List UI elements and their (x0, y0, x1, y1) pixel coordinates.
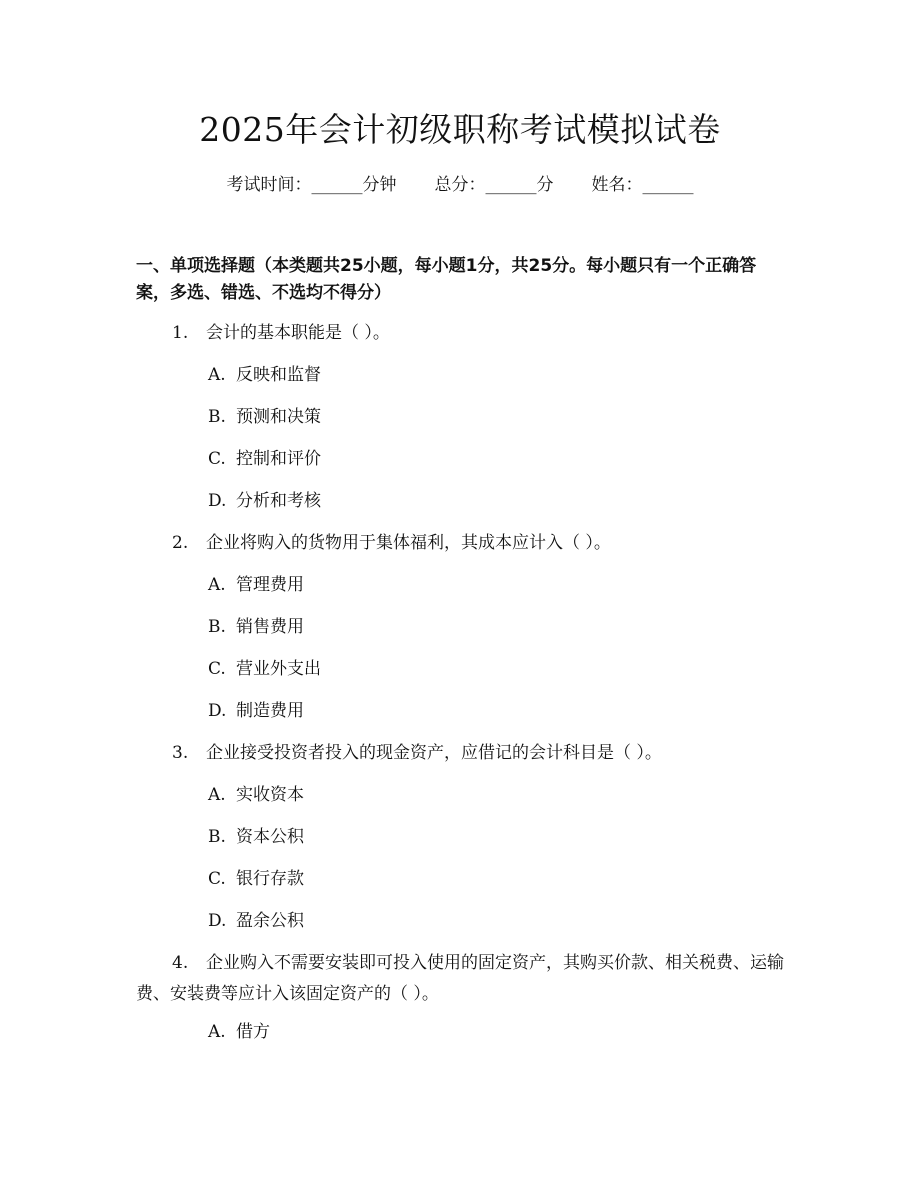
question-3-option-a (208, 782, 304, 809)
option-text: 管理费用 (236, 575, 304, 595)
question-text: 企业将购入的货物用于集体福利，其成本应计入（ ）。 (206, 533, 611, 553)
option-text: 银行存款 (236, 869, 304, 889)
option-text: 借方 (236, 1022, 270, 1042)
question-4-option-a (208, 1019, 270, 1046)
question-1-option-d (208, 488, 321, 515)
option-letter: D. (208, 911, 227, 931)
total-score-field: 总分：______分 (434, 175, 554, 195)
option-text: 营业外支出 (236, 659, 321, 679)
question-2 (172, 530, 611, 557)
question-2-option-b (208, 614, 304, 641)
option-letter: A. (208, 785, 226, 805)
option-letter: B. (208, 617, 226, 637)
option-letter: A. (208, 1022, 226, 1042)
question-3-option-d (208, 908, 304, 935)
option-text: 反映和监督 (236, 365, 321, 385)
option-letter: C. (208, 659, 226, 679)
option-letter: C. (208, 449, 226, 469)
option-text: 资本公积 (236, 827, 304, 847)
question-text: 会计的基本职能是（ ）。 (206, 323, 390, 343)
question-2-option-d (208, 698, 304, 725)
option-letter: D. (208, 701, 227, 721)
name-field: 姓名：______ (591, 175, 694, 195)
option-letter: C. (208, 869, 226, 889)
option-text: 盈余公积 (236, 911, 304, 931)
question-3 (172, 740, 662, 767)
exam-time-field: 考试时间：______分钟 (226, 175, 397, 195)
option-text: 实收资本 (236, 785, 304, 805)
question-number: 3. (172, 743, 189, 763)
question-1-option-a (208, 362, 321, 389)
question-number: 2. (172, 533, 189, 553)
question-4 (136, 948, 786, 1010)
option-letter: A. (208, 575, 226, 595)
section-heading: 一、单项选择题（本类题共25小题，每小题1分，共25分。每小题只有一个正确答案，多选、错选、不选均不得分） (136, 256, 757, 303)
exam-title: 2025年会计初级职称考试模拟试卷 (199, 110, 721, 149)
question-number: 4. (172, 953, 189, 973)
option-letter: B. (208, 827, 226, 847)
question-2-option-a (208, 572, 304, 599)
option-text: 分析和考核 (236, 491, 321, 511)
option-letter: B. (208, 407, 226, 427)
question-1 (172, 320, 390, 347)
option-letter: D. (208, 491, 227, 511)
exam-meta-line (0, 172, 920, 198)
question-text: 企业接受投资者投入的现金资产，应借记的会计科目是（ ）。 (206, 743, 662, 763)
question-3-option-c (208, 866, 304, 893)
option-text: 控制和评价 (236, 449, 321, 469)
question-2-option-c (208, 656, 321, 683)
question-1-option-b (208, 404, 321, 431)
option-text: 制造费用 (236, 701, 304, 721)
question-1-option-c (208, 446, 321, 473)
option-text: 预测和决策 (236, 407, 321, 427)
question-3-option-b (208, 824, 304, 851)
question-text: 企业购入不需要安装即可投入使用的固定资产，其购买价款、相关税费、运输费、安装费等应计入该固定资产的（ ）。 (136, 953, 784, 1004)
option-text: 销售费用 (236, 617, 304, 637)
question-number: 1. (172, 323, 189, 343)
option-letter: A. (208, 365, 226, 385)
